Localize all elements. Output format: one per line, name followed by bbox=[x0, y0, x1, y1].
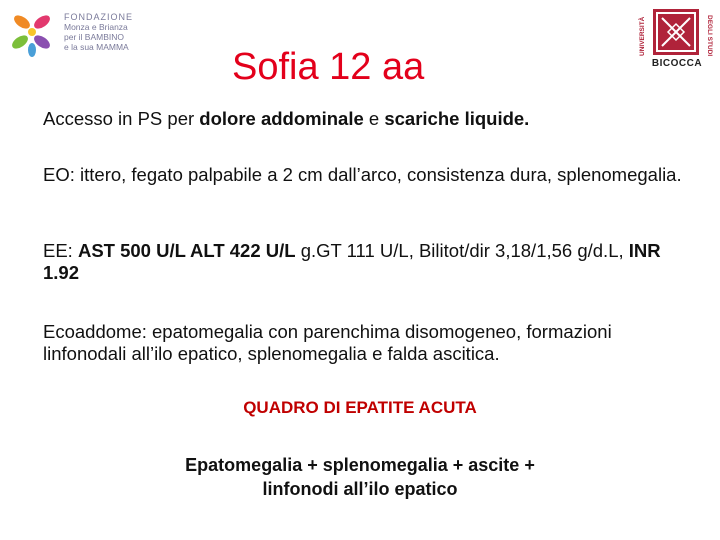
bicocca-side-text-left: UNIVERSITÀ bbox=[639, 16, 646, 56]
university-seal-icon bbox=[652, 8, 700, 56]
diagnosis-heading: QUADRO DI EPATITE ACUTA bbox=[243, 398, 477, 417]
paragraph-eo: EO: ittero, fegato palpabile a 2 cm dall’arco, consistenza dura, splenomegalia. bbox=[43, 164, 682, 185]
bicocca-logo bbox=[640, 6, 712, 72]
fondazione-logo bbox=[8, 10, 148, 58]
slide-title: Sofia 12 aa bbox=[232, 46, 425, 88]
fondazione-logo-text: FONDAZIONE Monza e Brianza per il BAMBINO e la sua MAMMA bbox=[64, 12, 134, 52]
flower-logo-icon bbox=[8, 10, 56, 58]
paragraph-ecoaddome: Ecoaddome: epatomegalia con parenchima disomogeneo, formazioni linfonodali all’ilo epatico, splenomegalia e falda ascitica. bbox=[43, 321, 612, 364]
findings-summary: Epatomegalia + splenomegalia + ascite + linfonodi all’ilo epatico bbox=[185, 455, 535, 499]
bicocca-side-text-right: DEGLI STUDI bbox=[706, 15, 713, 57]
paragraph-access: Accesso in PS per dolore addominale e scariche liquide. bbox=[43, 108, 530, 129]
paragraph-ee: EE: AST 500 U/L ALT 422 U/L g.GT 111 U/L, Bilitot/dir 3,18/1,56 g/d.L, INR 1.92 bbox=[43, 240, 661, 283]
bicocca-name: BICOCCA bbox=[651, 58, 703, 69]
